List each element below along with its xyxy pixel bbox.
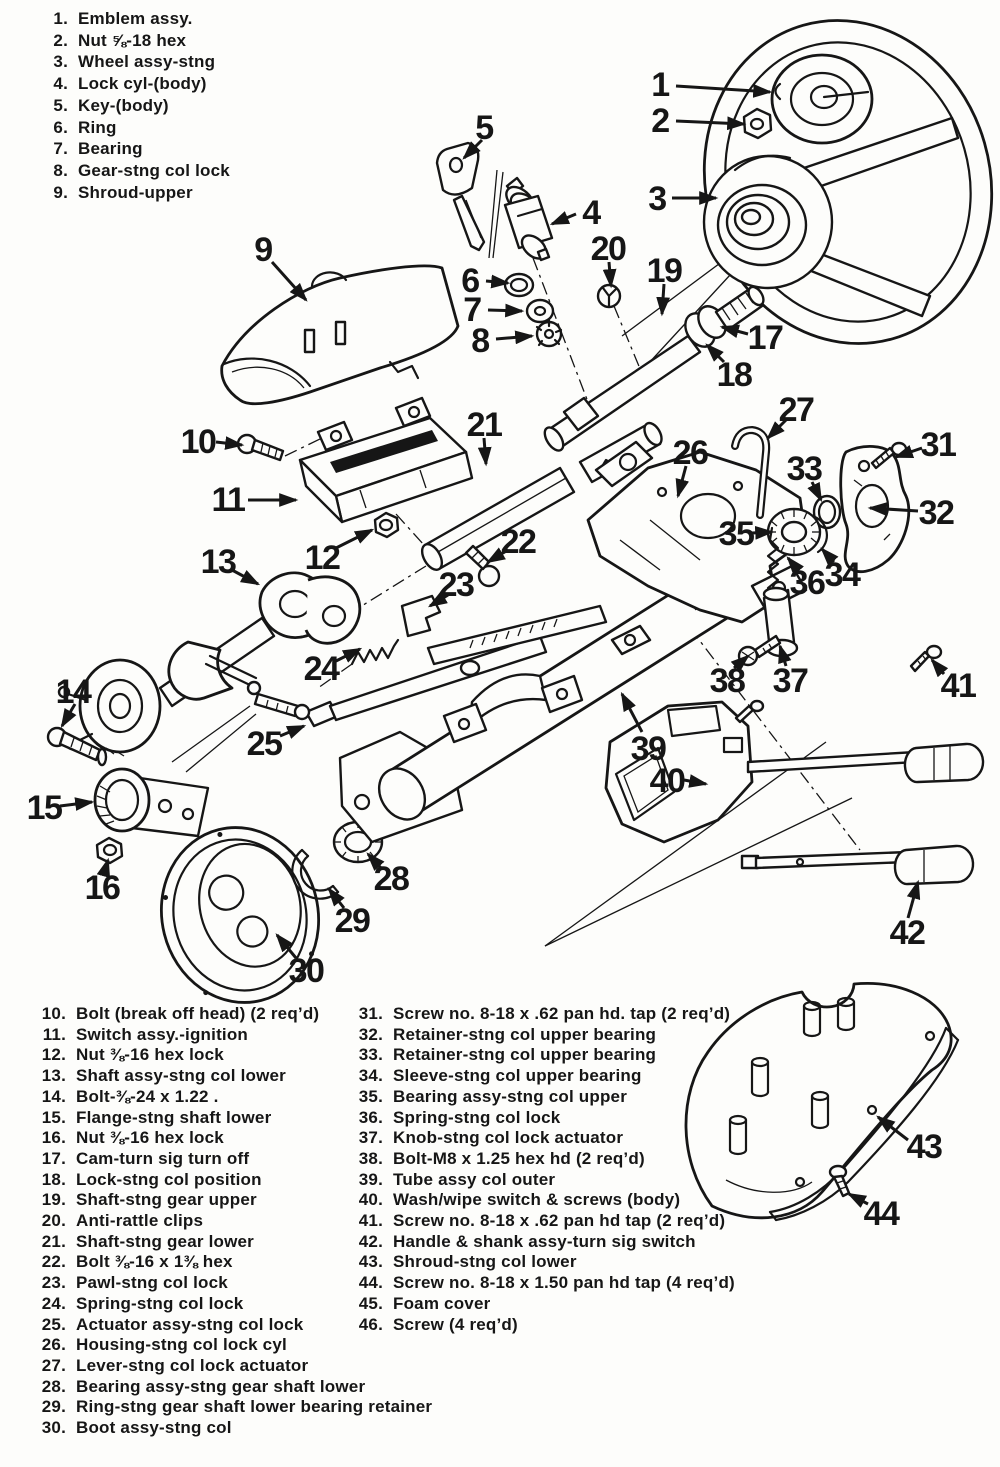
part-label: Bolt ⅜-16 x 1⅜ hex xyxy=(76,1252,233,1272)
part-label: Bearing assy-stng col upper xyxy=(393,1086,628,1106)
part-number: 3. xyxy=(53,52,68,72)
flange-drawing xyxy=(95,769,208,836)
callout-24: 24 xyxy=(303,650,339,688)
part-label: Boot assy-stng col xyxy=(76,1418,232,1438)
part-label: Screw no. 8-18 x .62 pan hd tap (2 req’d) xyxy=(393,1211,726,1231)
callout-12: 12 xyxy=(304,539,340,577)
parts-list-item xyxy=(349,1045,735,1066)
part-label: Nut ⅜-16 hex lock xyxy=(76,1128,224,1148)
callout-32: 32 xyxy=(918,494,954,532)
parts-list-item xyxy=(349,1149,735,1170)
part-label: Bolt-⅜-24 x 1.22 . xyxy=(76,1086,219,1106)
parts-list-item xyxy=(22,1335,432,1356)
part-label: Nut ⅜-16 hex lock xyxy=(76,1045,224,1065)
part-label: Emblem assy. xyxy=(78,9,193,28)
callout-37: 37 xyxy=(772,662,808,700)
part-number: 2. xyxy=(53,30,68,50)
callout-18: 18 xyxy=(716,356,752,394)
part-label: Actuator assy-stng col lock xyxy=(76,1314,304,1334)
callout-36: 36 xyxy=(789,564,825,602)
shroud-upper-drawing xyxy=(222,266,458,404)
callout-3: 3 xyxy=(648,180,666,218)
part-number: 32. xyxy=(358,1024,383,1044)
part-label: Pawl-stng col lock xyxy=(76,1273,228,1293)
lock-cylinder-drawing xyxy=(501,178,552,263)
callout-17: 17 xyxy=(747,319,783,357)
callout-arrow-9 xyxy=(272,262,306,300)
callout-34: 34 xyxy=(824,556,860,594)
callout-arrow-15 xyxy=(60,802,92,806)
part-number: 11. xyxy=(42,1024,66,1044)
parts-list-bottom-right xyxy=(349,1004,735,1335)
nut16-drawing xyxy=(97,838,122,863)
callout-23: 23 xyxy=(438,566,474,604)
part-label: Ring-stng gear shaft lower bearing retainer xyxy=(76,1397,433,1417)
part-number: 42. xyxy=(358,1231,383,1251)
turn-signal-handle-drawing xyxy=(742,846,973,884)
part-number: 44. xyxy=(358,1273,383,1293)
part-label: Switch assy.-ignition xyxy=(76,1024,249,1044)
part-label: Wheel assy-stng xyxy=(78,52,216,72)
part-number: 31. xyxy=(358,1004,383,1023)
part-label: Shroud-upper xyxy=(78,182,193,202)
callout-arrow-42 xyxy=(908,882,918,918)
part-number: 7. xyxy=(53,139,68,159)
callout-5: 5 xyxy=(475,109,493,147)
bearing-drawing xyxy=(527,300,553,322)
part-label: Tube assy col outer xyxy=(393,1169,556,1189)
callout-1: 1 xyxy=(651,66,669,104)
part-number: 45. xyxy=(358,1293,383,1313)
part-label: Key-(body) xyxy=(78,95,169,115)
part-number: 26. xyxy=(41,1335,66,1355)
part-number: 28. xyxy=(41,1376,66,1396)
part-label: Shroud-stng col lower xyxy=(393,1252,577,1272)
part-number: 6. xyxy=(53,117,68,137)
part-number: 10. xyxy=(41,1004,66,1023)
callout-8: 8 xyxy=(471,322,489,360)
callout-16: 16 xyxy=(84,869,120,907)
part-label: Anti-rattle clips xyxy=(76,1211,204,1231)
bolt10-drawing xyxy=(238,435,283,460)
part-number: 43. xyxy=(358,1252,383,1272)
callout-27: 27 xyxy=(778,391,814,429)
part-label: Handle & shank assy-turn sig switch xyxy=(393,1231,696,1251)
part-label: Retainer-stng col upper bearing xyxy=(393,1024,657,1044)
callout-11: 11 xyxy=(211,481,245,519)
part-label: Spring-stng col lock xyxy=(393,1107,561,1127)
nut12-drawing xyxy=(375,513,398,537)
callout-14: 14 xyxy=(55,673,91,711)
parts-list-item xyxy=(22,1377,432,1398)
parts-list-item xyxy=(349,1232,735,1253)
part-label: Bearing xyxy=(78,139,143,159)
part-number: 39. xyxy=(358,1169,383,1189)
parts-list-item xyxy=(349,1294,735,1315)
callout-arrow-7 xyxy=(488,310,522,311)
parts-list-item xyxy=(349,1211,735,1232)
callout-7: 7 xyxy=(463,291,481,329)
parts-list-item xyxy=(349,1252,735,1273)
callout-33: 33 xyxy=(786,450,822,488)
part-number: 20. xyxy=(41,1211,66,1231)
part-label: Screw no. 8-18 x 1.50 pan hd tap (4 req’d) xyxy=(393,1273,735,1293)
callout-arrow-4 xyxy=(552,214,576,224)
anti-rattle-clip-drawing xyxy=(598,285,620,307)
parts-list-item xyxy=(349,1004,735,1025)
part-number: 24. xyxy=(41,1293,66,1313)
callout-31: 31 xyxy=(920,426,956,464)
part-label: Nut ⅝-18 hex xyxy=(78,30,187,50)
part-label: Lock-stng col position xyxy=(76,1169,262,1189)
parts-list-item xyxy=(30,95,230,117)
parts-list-item xyxy=(349,1108,735,1129)
callout-41: 41 xyxy=(940,667,976,705)
parts-list-item xyxy=(349,1128,735,1149)
part-number: 15. xyxy=(41,1107,66,1127)
part-number: 22. xyxy=(41,1252,66,1272)
callout-arrow-8 xyxy=(496,336,532,339)
part-number: 4. xyxy=(53,74,68,94)
part-number: 19. xyxy=(41,1190,66,1210)
part-number: 18. xyxy=(41,1169,66,1189)
parts-list-item xyxy=(30,138,230,160)
part-number: 14. xyxy=(41,1086,66,1106)
callout-22: 22 xyxy=(500,523,536,561)
part-number: 25. xyxy=(41,1314,66,1334)
part-number: 33. xyxy=(358,1045,383,1065)
part-label: Ring xyxy=(78,117,117,137)
lock-gear-drawing xyxy=(537,320,561,346)
parts-list-item xyxy=(22,1356,432,1377)
part-label: Spring-stng col lock xyxy=(76,1293,244,1313)
part-number: 35. xyxy=(358,1086,383,1106)
part-label: Bearing assy-stng gear shaft lower xyxy=(76,1376,366,1396)
parts-list-item xyxy=(22,1418,432,1439)
part-label: Lock cyl-(body) xyxy=(78,74,207,94)
part-number: 40. xyxy=(358,1190,383,1210)
parts-list-item xyxy=(349,1025,735,1046)
callout-38: 38 xyxy=(709,662,745,700)
part-number: 5. xyxy=(53,95,68,115)
parts-list-item xyxy=(349,1087,735,1108)
nut-hex-drawing xyxy=(744,109,771,138)
parts-list-item xyxy=(22,1397,432,1418)
callout-arrow-13 xyxy=(232,570,258,584)
callout-42: 42 xyxy=(889,914,925,952)
part-label: Shaft-stng gear lower xyxy=(76,1231,255,1251)
parts-list-item xyxy=(30,51,230,73)
callout-13: 13 xyxy=(200,543,236,581)
part-number: 41. xyxy=(358,1211,383,1231)
parts-list-item xyxy=(30,117,230,139)
callout-arrow-35 xyxy=(752,532,772,533)
part-number: 23. xyxy=(41,1273,66,1293)
parts-list-item xyxy=(349,1273,735,1294)
part-number: 12. xyxy=(41,1045,66,1065)
callout-43: 43 xyxy=(906,1128,942,1166)
part-number: 27. xyxy=(41,1355,66,1375)
part-label: Retainer-stng col upper bearing xyxy=(393,1045,657,1065)
part-number: 46. xyxy=(358,1314,383,1334)
callout-4: 4 xyxy=(582,194,600,232)
callout-21: 21 xyxy=(466,406,502,444)
callout-arrow-6 xyxy=(486,281,508,283)
parts-list-item xyxy=(349,1170,735,1191)
part-number: 36. xyxy=(358,1107,383,1127)
part-label: Screw (4 req’d) xyxy=(393,1314,518,1334)
part-number: 16. xyxy=(41,1128,66,1148)
callout-39: 39 xyxy=(630,730,666,768)
part-label: Foam cover xyxy=(393,1293,491,1313)
ring-drawing xyxy=(505,274,533,296)
callout-20: 20 xyxy=(590,230,626,268)
callout-9: 9 xyxy=(254,231,272,269)
part-number: 1. xyxy=(53,9,68,28)
key-drawing xyxy=(437,143,484,250)
callout-25: 25 xyxy=(246,725,282,763)
part-label: Lever-stng col lock actuator xyxy=(76,1355,309,1375)
callout-26: 26 xyxy=(672,434,708,472)
part-label: Wash/wipe switch & screws (body) xyxy=(393,1190,681,1210)
callout-arrow-12 xyxy=(336,530,372,548)
parts-list-item xyxy=(30,160,230,182)
callout-30: 30 xyxy=(288,952,324,990)
callout-40: 40 xyxy=(649,762,685,800)
part-number: 9. xyxy=(53,182,68,202)
part-number: 34. xyxy=(358,1066,383,1086)
ignition-switch-drawing xyxy=(300,398,472,522)
parts-list-item xyxy=(349,1190,735,1211)
callout-10: 10 xyxy=(180,423,216,461)
callout-44: 44 xyxy=(863,1195,899,1233)
callout-6: 6 xyxy=(461,262,479,300)
callout-arrow-25 xyxy=(280,726,304,736)
part-label: Sleeve-stng col upper bearing xyxy=(393,1066,642,1086)
callout-29: 29 xyxy=(334,902,370,940)
parts-list-item xyxy=(349,1315,735,1336)
spring24-drawing xyxy=(352,640,398,664)
part-number: 21. xyxy=(41,1231,66,1251)
parts-list-top xyxy=(30,8,230,203)
part-label: Cam-turn sig turn off xyxy=(76,1148,250,1168)
callout-28: 28 xyxy=(373,860,409,898)
parts-list-item xyxy=(30,182,230,204)
parts-list-item xyxy=(30,30,230,52)
parts-list-item xyxy=(30,8,230,30)
callout-15: 15 xyxy=(26,789,62,827)
part-number: 37. xyxy=(358,1128,383,1148)
part-number: 38. xyxy=(358,1148,383,1168)
callout-arrow-39 xyxy=(622,694,642,732)
part-label: Bolt (break off head) (2 req’d) xyxy=(76,1004,320,1023)
emblem-assy-drawing xyxy=(772,55,872,143)
part-label: Knob-stng col lock actuator xyxy=(393,1128,624,1148)
part-number: 30. xyxy=(41,1418,66,1438)
callout-2: 2 xyxy=(651,102,669,140)
part-label: Flange-stng shaft lower xyxy=(76,1107,272,1127)
part-number: 29. xyxy=(41,1397,66,1417)
part-label: Housing-stng col lock cyl xyxy=(76,1335,287,1355)
part-number: 17. xyxy=(41,1148,66,1168)
part-number: 13. xyxy=(41,1066,66,1086)
part-number: 8. xyxy=(53,160,68,180)
part-label: Bolt-M8 x 1.25 hex hd (2 req’d) xyxy=(393,1148,645,1168)
parts-list-item xyxy=(349,1066,735,1087)
callout-35: 35 xyxy=(718,515,754,553)
part-label: Screw no. 8-18 x .62 pan hd. tap (2 req’d) xyxy=(393,1004,731,1023)
part-label: Gear-stng col lock xyxy=(78,160,230,180)
part-label: Shaft-stng gear upper xyxy=(76,1190,257,1210)
part-label: Shaft assy-stng col lower xyxy=(76,1066,286,1086)
parts-list-item xyxy=(30,73,230,95)
callout-19: 19 xyxy=(646,252,682,290)
